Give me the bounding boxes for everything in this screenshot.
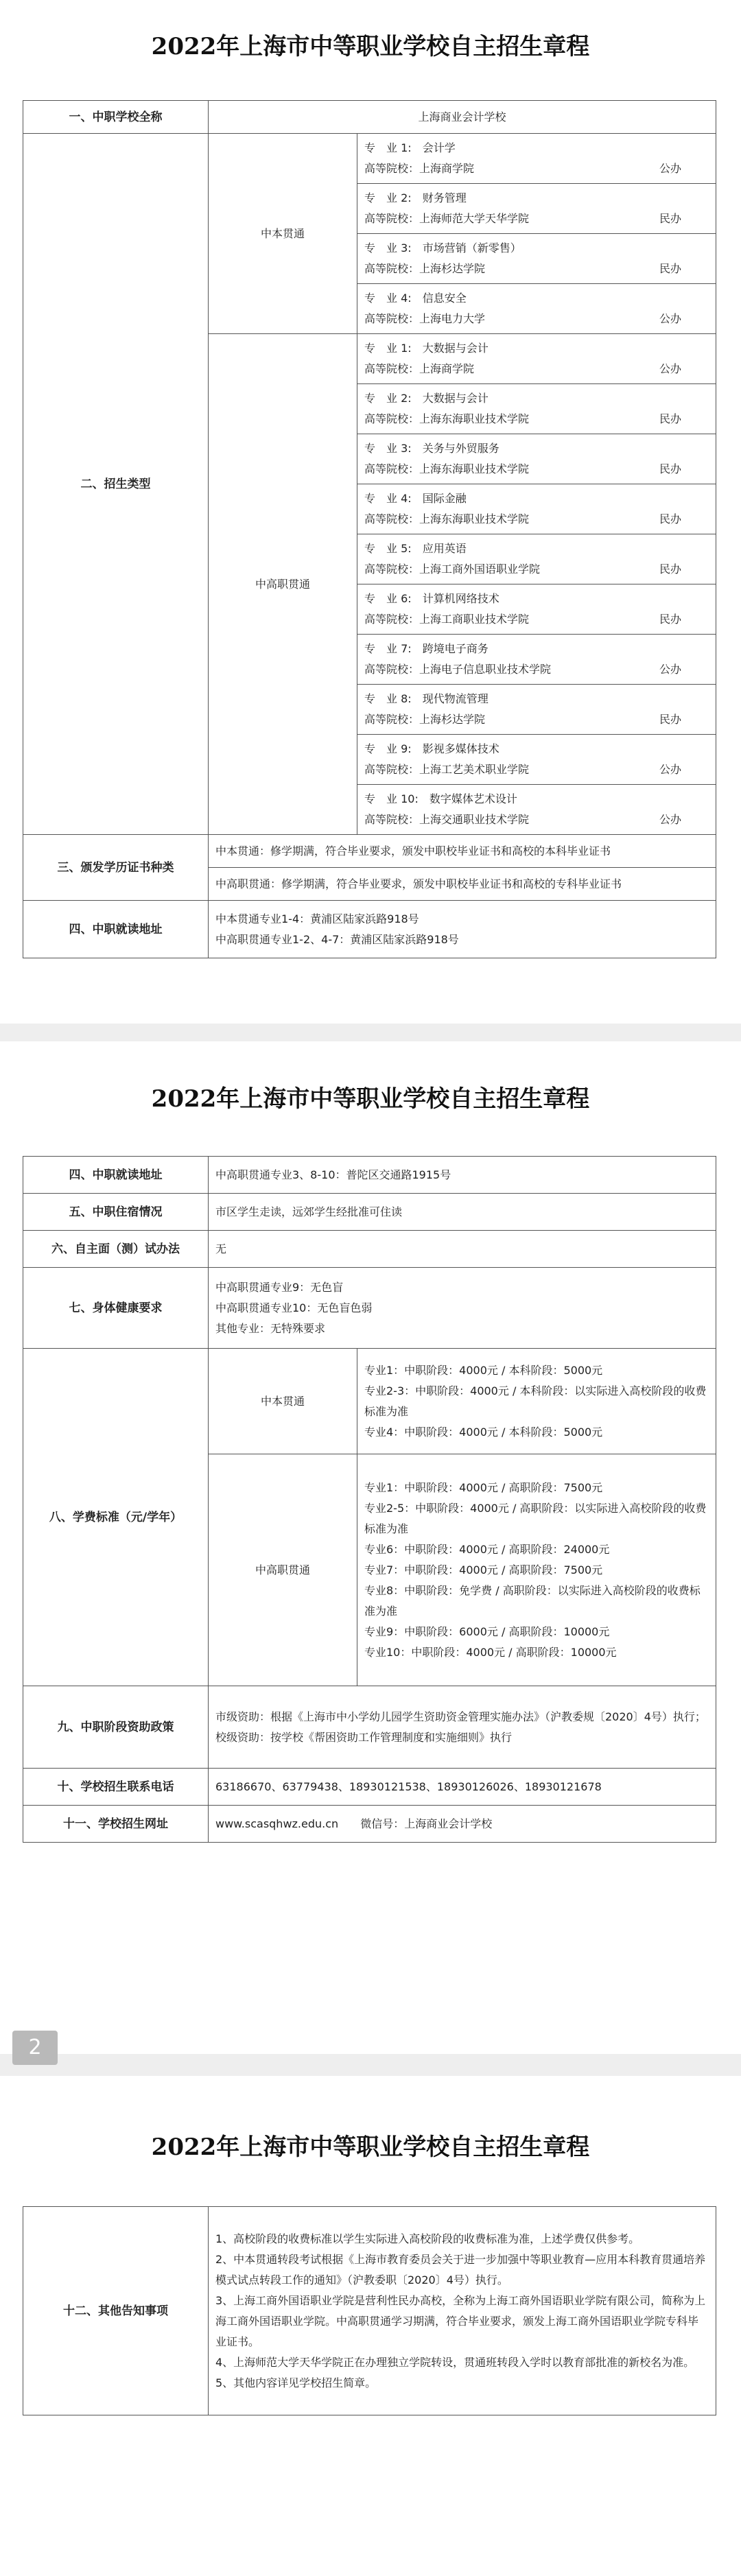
aid-label: 九、中职阶段资助政策 (23, 1686, 209, 1769)
page-title: 2022年上海市中等职业学校自主招生章程 (151, 1085, 590, 1113)
address-label: 四、中职就读地址 (23, 901, 209, 958)
note-item: 4、上海师范大学天华学院正在办理独立学院转设，贯通班转段入学时以教育部批准的新校名为准。 (215, 2355, 695, 2369)
zb-major-cell: 专 业 3: 市场营销（新零售） 高等院校：上海杉达学院 民办 (357, 234, 716, 284)
address-value: 中高职贯通专业3、8-10：普陀区交通路1915号 (209, 1157, 716, 1194)
document-page-1 (0, 0, 741, 1024)
enrollment-type-label: 二、招生类型 (23, 134, 209, 835)
school-name-value: 上海商业会计学校 (209, 101, 716, 134)
page-number-badge: 2 (12, 2031, 58, 2065)
zb-major-cell: 专 业 2: 财务管理 高等院校：上海师范大学天华学院 民办 (357, 184, 716, 234)
document-page-2 (0, 1041, 741, 2054)
note-item: 3、上海工商外国语职业学院是营利性民办高校，全称为上海工商外国语职业学院有限公司，简称为上海工商外国语职业学院。中高职贯通学习期满，符合毕业要求，颁发上海工商外国语职业学院专科毕业证书。 (215, 2293, 706, 2348)
school-name-label: 一、中职学校全称 (23, 101, 209, 134)
note-item: 5、其他内容详见学校招生简章。 (215, 2376, 377, 2389)
zg-major-cell: 专 业 8: 现代物流管理 高等院校：上海杉达学院 民办 (357, 685, 716, 735)
interview-value: 无 (209, 1231, 716, 1268)
notes-value (209, 2207, 716, 2415)
tuition-zg-name: 中高职贯通 (209, 1454, 357, 1686)
tuition-zb-value: 专业1：中职阶段：4000元 / 本科阶段：5000元 专业2-3：中职阶段：4000元 / 本科阶段：以实际进入高校阶段的收费标准为准 专业4：中职阶段：4000元 / 本科阶段：5000元 (357, 1349, 716, 1454)
phone-label: 十、学校招生联系电话 (23, 1769, 209, 1806)
enrollment-table-3 (23, 2206, 716, 2415)
zg-major-cell: 专 业 2: 大数据与会计 高等院校：上海东海职业技术学院 民办 (357, 384, 716, 434)
tuition-zg-value: 专业1：中职阶段：4000元 / 高职阶段：7500元 专业2-5：中职阶段：4000元 / 高职阶段：以实际进入高校阶段的收费标准为准 专业6：中职阶段：4000元 / 高职阶段：24000元 专业7：中职阶段：4000元 / 高职阶段：7500元 专业8：中职阶段：免学费 / 高职阶段：以实际进入高校阶段的收费标准为准 专业9：中职阶段：6000元 / 高职阶段：10000元 专业10：中职阶段：4000元 / 高职阶段：10000元 (357, 1454, 716, 1686)
zb-name: 中本贯通 (209, 134, 357, 334)
notes-label: 十二、其他告知事项 (23, 2207, 209, 2415)
address-label: 四、中职就读地址 (23, 1157, 209, 1194)
enrollment-table-2 (23, 1156, 716, 1843)
aid-value: 市级资助：根据《上海市中小学幼儿园学生资助资金管理实施办法》（沪教委规〔2020〕4号）执行； 校级资助：按学校《帮困资助工作管理制度和实施细则》执行 (209, 1686, 716, 1769)
zg-major-cell: 专 业 6: 计算机网络技术 高等院校：上海工商职业技术学院 民办 (357, 584, 716, 635)
page-title: 2022年上海市中等职业学校自主招生章程 (151, 2134, 590, 2161)
health-label: 七、身体健康要求 (23, 1268, 209, 1349)
note-item: 2、中本贯通转段考试根据《上海市教育委员会关于进一步加强中等职业教育—应用本科教育贯通培养模式试点转段工作的通知》（沪教委职〔2020〕4号）执行。 (215, 2252, 706, 2287)
zg-major-cell: 专 业 4: 国际金融 高等院校：上海东海职业技术学院 民办 (357, 484, 716, 534)
website-value (209, 1806, 716, 1843)
tuition-label: 八、学费标准（元/学年） (23, 1349, 209, 1686)
health-value: 中高职贯通专业9：无色盲 中高职贯通专业10：无色盲色弱 其他专业：无特殊要求 (209, 1268, 716, 1349)
page-separator (0, 1024, 741, 1041)
phone-value: 63186670、63779438、18930121538、18930126026、18930121678 (209, 1769, 716, 1806)
zg-major-cell: 专 业 1: 大数据与会计 高等院校：上海商学院 公办 (357, 334, 716, 384)
enrollment-table-1 (23, 100, 716, 958)
zg-major-cell: 专 业 10: 数字媒体艺术设计 高等院校：上海交通职业技术学院 公办 (357, 785, 716, 835)
address-value: 中本贯通专业1-4：黄浦区陆家浜路918号 中高职贯通专业1-2、4-7：黄浦区陆家浜路918号 (209, 901, 716, 958)
zg-major-cell: 专 业 5: 应用英语 高等院校：上海工商外国语职业学院 民办 (357, 534, 716, 584)
zg-major-cell: 专 业 9: 影视多媒体技术 高等院校：上海工艺美术职业学院 公办 (357, 735, 716, 785)
website-label: 十一、学校招生网址 (23, 1806, 209, 1843)
page-separator (0, 2054, 741, 2076)
zg-name: 中高职贯通 (209, 334, 357, 835)
zg-major-cell: 专 业 7: 跨境电子商务 高等院校：上海电子信息职业技术学院 公办 (357, 635, 716, 685)
interview-label: 六、自主面（测）试办法 (23, 1231, 209, 1268)
document-page-3 (0, 2076, 741, 2576)
housing-value: 市区学生走读，远郊学生经批准可住读 (209, 1194, 716, 1231)
tuition-zb-name: 中本贯通 (209, 1349, 357, 1454)
zg-major-cell: 专 业 3: 关务与外贸服务 高等院校：上海东海职业技术学院 民办 (357, 434, 716, 484)
zb-major-cell: 专 业 4: 信息安全 高等院校：上海电力大学 公办 (357, 284, 716, 334)
website-link[interactable]: www.scasqhwz.edu.cn (215, 1817, 339, 1830)
page-title: 2022年上海市中等职业学校自主招生章程 (151, 33, 590, 60)
housing-label: 五、中职住宿情况 (23, 1194, 209, 1231)
note-item: 1、高校阶段的收费标准以学生实际进入高校阶段的收费标准为准，上述学费仅供参考。 (215, 2232, 640, 2245)
certificate-zb: 中本贯通：修学期满，符合毕业要求，颁发中职校毕业证书和高校的本科毕业证书 (209, 835, 716, 868)
wechat-id: 微信号：上海商业会计学校 (360, 1817, 493, 1830)
certificate-label: 三、颁发学历证书种类 (23, 835, 209, 901)
zb-major-cell: 专 业 1: 会计学 高等院校：上海商学院 公办 (357, 134, 716, 184)
certificate-zg: 中高职贯通：修学期满，符合毕业要求，颁发中职校毕业证书和高校的专科毕业证书 (209, 868, 716, 901)
